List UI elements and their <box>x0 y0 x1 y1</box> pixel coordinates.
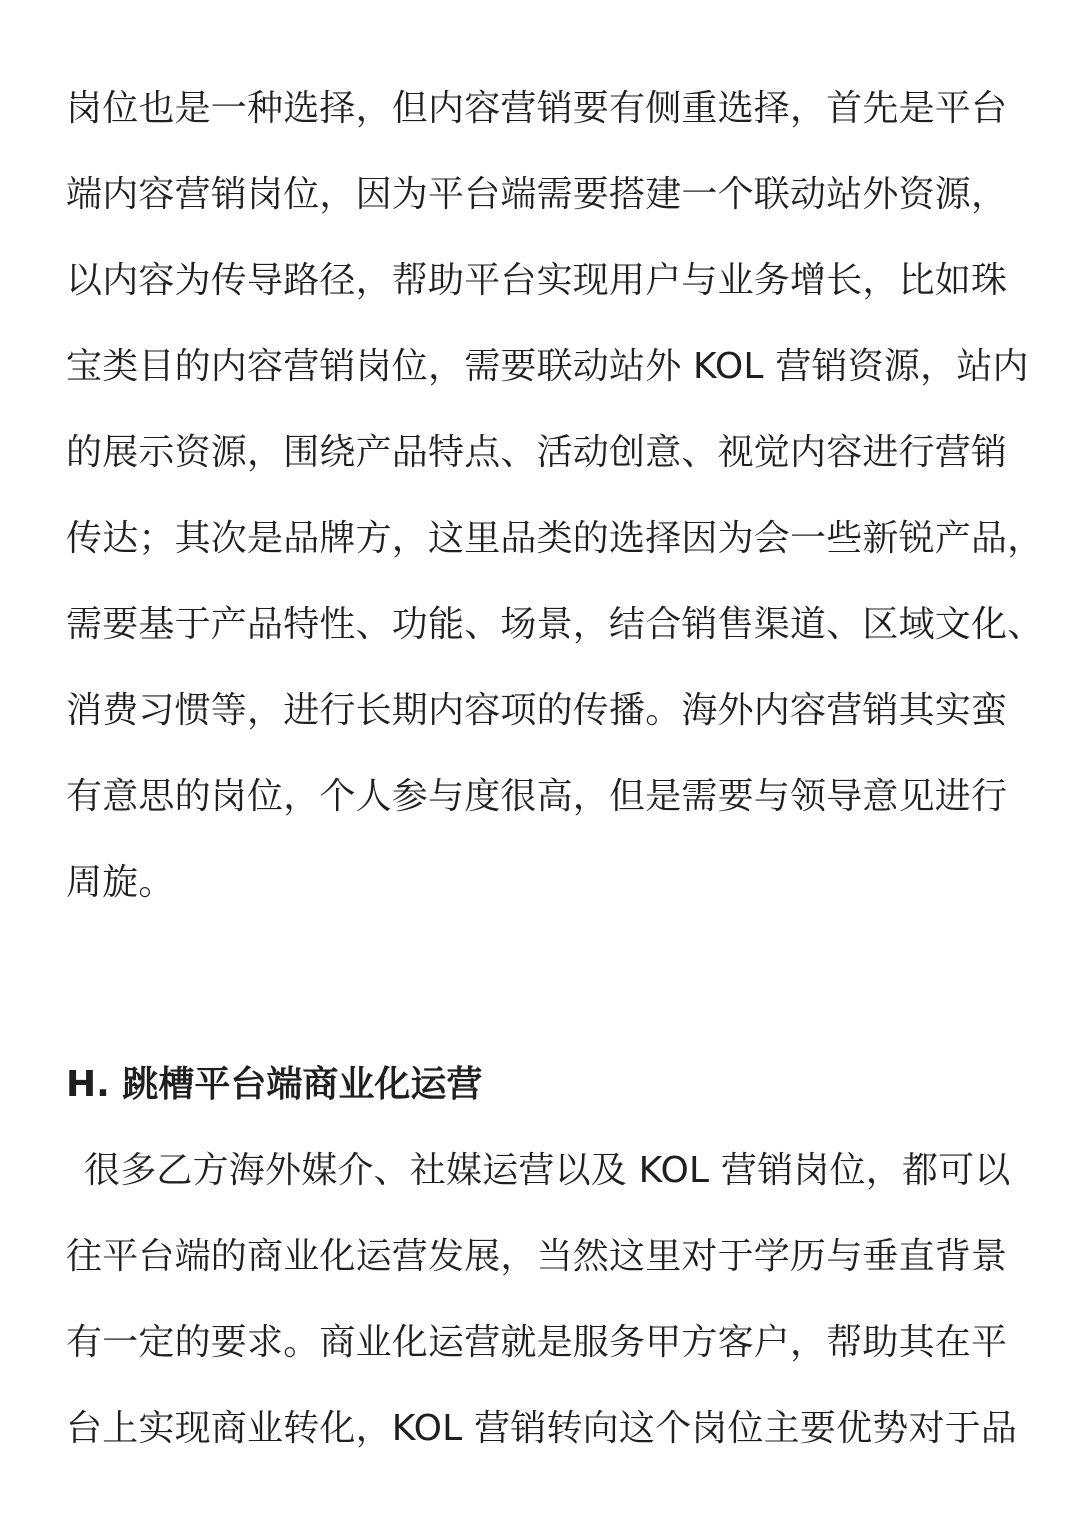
paragraph-line: 有意思的岗位，个人参与度很高，但是需要与领导意见进行 <box>66 776 1008 817</box>
paragraph-line: 周旋。 <box>66 862 175 903</box>
section-heading: H. 跳槽平台端商业化运营 <box>66 1064 483 1105</box>
paragraph-line: 岗位也是一种选择，但内容营销要有侧重选择，首先是平台 <box>66 88 1008 129</box>
paragraph-line: 的展示资源，围绕产品特点、活动创意、视觉内容进行营销 <box>66 432 1008 473</box>
paragraph-line: 台上实现商业转化，KOL 营销转向这个岗位主要优势对于品 <box>66 1408 1018 1449</box>
paragraph-line: 端内容营销岗位，因为平台端需要搭建一个联动站外资源， <box>66 174 1008 215</box>
paragraph-line: 以内容为传导路径，帮助平台实现用户与业务增长，比如珠 <box>66 260 1008 301</box>
paragraph-line: 往平台端的商业化运营发展，当然这里对于学历与垂直背景 <box>66 1236 1008 1277</box>
paragraph <box>66 66 1044 926</box>
article-body <box>66 66 1044 1472</box>
paragraph-line: 传达；其次是品牌方，这里品类的选择因为会一些新锐产品， <box>66 518 1044 559</box>
paragraph-line: 消费习惯等，进行长期内容项的传播。海外内容营销其实蛮 <box>66 690 1008 731</box>
paragraph-line: 宝类目的内容营销岗位，需要联动站外 KOL 营销资源，站内 <box>66 346 1029 387</box>
paragraph-line: 有一定的要求。商业化运营就是服务甲方客户，帮助其在平 <box>66 1322 1008 1363</box>
section-paragraph <box>66 1128 1026 1472</box>
paragraph-line: 需要基于产品特性、功能、场景，结合销售渠道、区域文化、 <box>66 604 1044 645</box>
paragraph-line: 很多乙方海外媒介、社媒运营以及 KOL 营销岗位，都可以 <box>84 1150 1011 1191</box>
section-spacer <box>66 926 1026 1042</box>
